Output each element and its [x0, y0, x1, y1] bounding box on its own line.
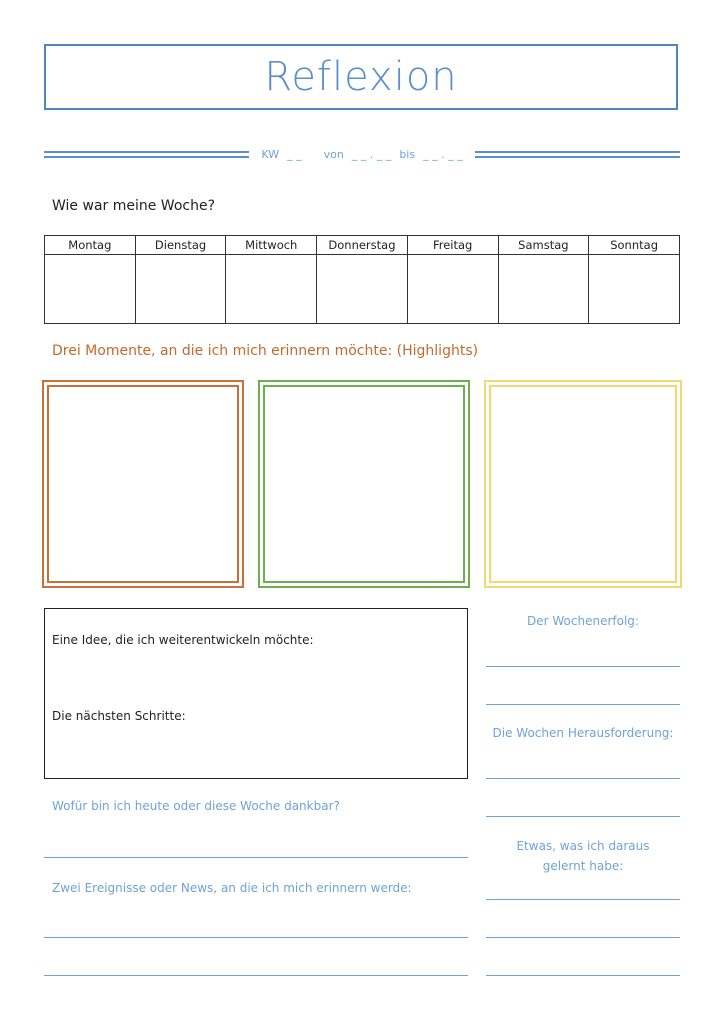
page-title: Reflexion [264, 54, 458, 100]
day-header: Montag [45, 236, 136, 255]
learned-line-3[interactable] [486, 975, 680, 976]
left-double-line [44, 151, 249, 158]
challenge-line-1[interactable] [486, 778, 680, 779]
week-range-row [44, 146, 680, 162]
learned-line-2[interactable] [486, 937, 680, 938]
from-label: von [323, 147, 344, 161]
day-header: Sonntag [589, 236, 680, 255]
day-cell[interactable] [45, 255, 136, 324]
learned-label: Etwas, was ich daraus gelernt habe: [516, 839, 650, 873]
day-cell[interactable] [589, 255, 680, 324]
from-blank[interactable]: _ _ . _ _ [351, 147, 392, 161]
success-line-2[interactable] [486, 704, 680, 705]
week-header-row [45, 236, 680, 255]
success-line-1[interactable] [486, 666, 680, 667]
gratitude-prompt: Wofür bin ich heute oder diese Woche dankbar? [52, 799, 340, 813]
idea-box[interactable] [44, 608, 468, 779]
day-cell[interactable] [407, 255, 498, 324]
highlight-box-2[interactable] [258, 380, 470, 588]
week-table [44, 235, 680, 324]
highlight-box-1[interactable] [42, 380, 244, 588]
challenge-line-2[interactable] [486, 816, 680, 817]
day-header: Samstag [498, 236, 589, 255]
day-cell[interactable] [498, 255, 589, 324]
weekly-success-label: Der Wochenerfolg: [527, 614, 639, 628]
day-cell[interactable] [226, 255, 317, 324]
week-entry-row [45, 255, 680, 324]
to-label: bis [399, 147, 416, 161]
highlight-box-3[interactable] [484, 380, 682, 588]
title-box [44, 44, 678, 110]
highlight-box-1-inner [47, 385, 239, 583]
week-range-text [249, 148, 474, 161]
week-heading: Wie war meine Woche? [52, 198, 216, 214]
next-steps-label: Die nächsten Schritte: [52, 709, 186, 723]
right-double-line [475, 151, 680, 158]
day-cell[interactable] [135, 255, 226, 324]
events-prompt: Zwei Ereignisse oder News, an die ich mich erinnern werde: [52, 881, 412, 895]
kw-label: KW [261, 147, 280, 161]
events-line-1[interactable] [44, 937, 468, 938]
kw-blank[interactable]: _ _ [287, 147, 302, 161]
day-header: Freitag [407, 236, 498, 255]
highlights-heading: Drei Momente, an die ich mich erinnern möchte: (Highlights) [52, 343, 479, 359]
to-blank[interactable]: _ _ . _ _ [423, 147, 463, 161]
day-cell[interactable] [317, 255, 408, 324]
day-header: Dienstag [135, 236, 226, 255]
gratitude-line[interactable] [44, 857, 468, 858]
highlight-box-2-inner [263, 385, 465, 583]
day-header: Mittwoch [226, 236, 317, 255]
highlight-box-3-inner [489, 385, 677, 583]
learned-line-1[interactable] [486, 899, 680, 900]
day-header: Donnerstag [317, 236, 408, 255]
events-line-2[interactable] [44, 975, 468, 976]
idea-label: Eine Idee, die ich weiterentwickeln möchte: [52, 633, 314, 647]
weekly-challenge-label: Die Wochen Herausforderung: [492, 726, 674, 740]
